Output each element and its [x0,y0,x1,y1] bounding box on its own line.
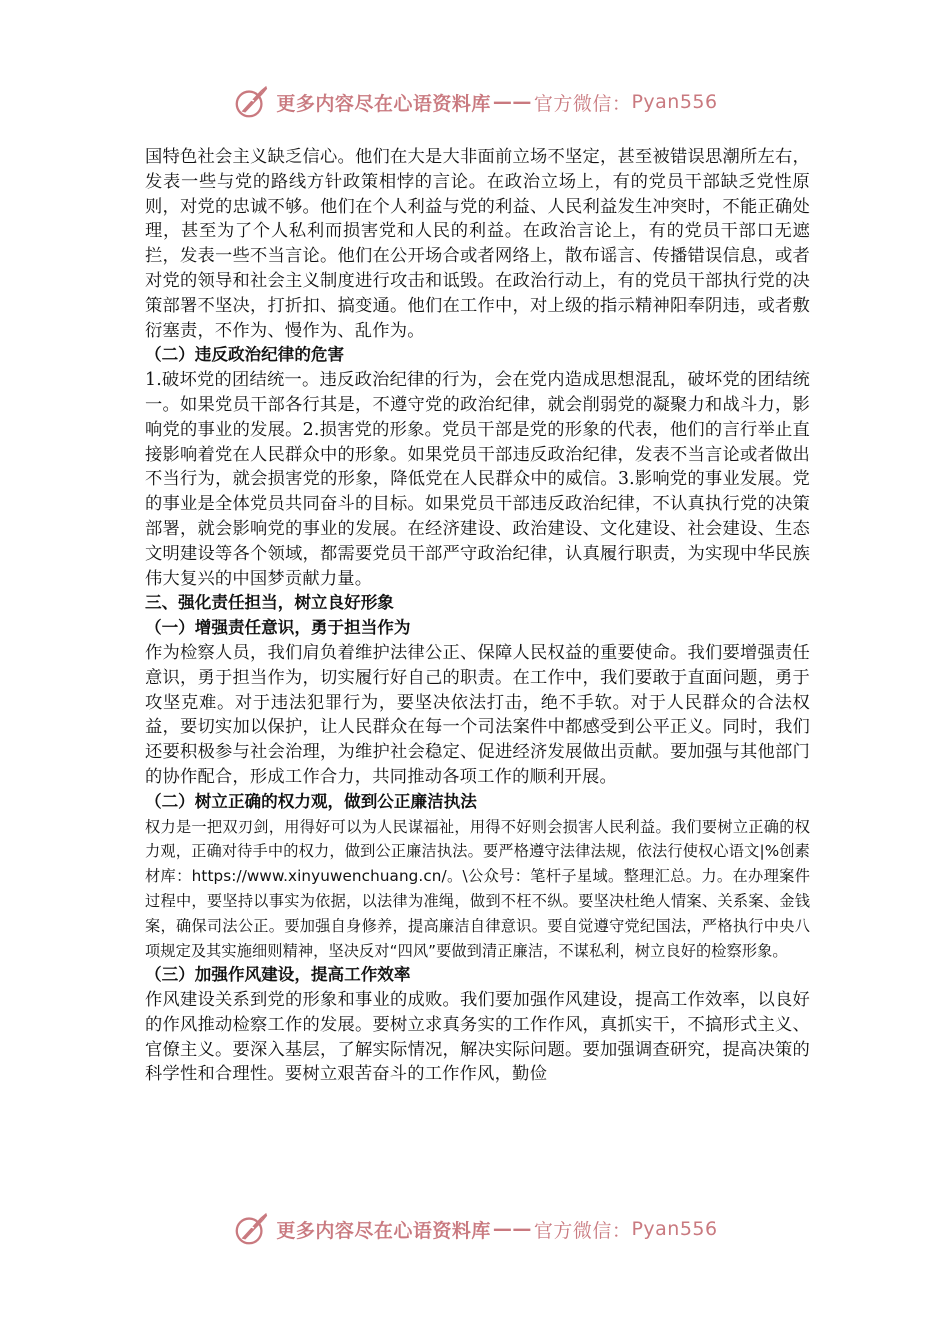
heading-style: （三）加强作风建设，提高工作效率 [145,965,411,985]
paragraph-responsibility: 作为检察人员，我们肩负着维护法律公正、保障人民权益的重要使命。我们要增强责任意识，勇于担当作为，切实履行好自己的职责。在工作中，我们要敢于直面问题，勇于攻坚克难。对于违法犯罪行为，要坚决依法打击，绝不手软。对于人民群众的合法权益，要切实加以保护，让人民群众在每一个司法案件中都感受到公平正义。同时，我们还要积极参与社会治理，为维护社会稳定、促进经济发展做出贡献。要加强与其他部门的协作配合，形成工作合力，共同推动各项工作的顺利开展。 [145,642,810,787]
heading-responsibility: （一）增强责任意识，勇于担当作为 [145,618,411,638]
banner-wechat-label: 官方微信： [533,92,632,115]
banner-title: 更多内容尽在心语资料库 [276,92,491,115]
quill-seal-logo-icon [232,83,270,121]
paragraph-power: 权力是一把双刃剑，用得好可以为人民谋福祉，用得不好则会损害人民利益。我们要树立正确的权力观，正确对待手中的权力，做到公正廉洁执法。要严格遵守法律法规，依法行使权心语文|%创素材库：https://www.xinyuwenchuang.cn/。\公众号：笔杆子星域。整理汇总。力。在办理案件过程中，要坚持以事实为依据，以法律为准绳，做到不枉不纵。要坚决杜绝人情案、关系案、金钱案，确保司法公正。要加强自身修养，提高廉洁自律意识。要自觉遵守党纪国法，严格执行中央八项规定及其实施细则精神，坚决反对“四风”要做到清正廉洁，不谋私利，树立良好的检察形象。 [145,817,810,960]
footer-watermark-banner [0,1205,950,1253]
paragraph-intro: 国特色社会主义缺乏信心。他们在大是大非面前立场不坚定，甚至被错误思潮所左右，发表一些与党的路线方针政策相悖的言论。在政治立场上，有的党员干部缺乏党性原则，对党的忠诚不够。他们在个人利益与党的利益、人民利益发生冲突时，不能正确处理，甚至为了个人私利而损害党和人民的利益。在政治言论上，有的党员干部口无遮拦，发表一些不当言论。他们在公开场合或者网络上，散布谣言、传播错误信息，或者对党的领导和社会主义制度进行攻击和诋毁。在政治行动上，有的党员干部执行党的决策部署不坚决，打折扣、搞变通。他们在工作中，对上级的指示精神阳奉阴违，或者敷衍塞责，不作为、慢作为、乱作为。 [145,147,810,341]
header-watermark-banner [0,78,950,126]
document-body [145,145,810,1087]
heading-harm: （二）违反政治纪律的危害 [145,345,345,365]
banner-title: 更多内容尽在心语资料库 [276,1219,491,1242]
banner-separator: —— [492,91,532,113]
paragraph-harm: 1.破坏党的团结统一。违反政治纪律的行为，会在党内造成思想混乱，破坏党的团结统一。如果党员干部各行其是，不遵守党的政治纪律，就会削弱党的凝聚力和战斗力，影响党的事业的发展。2.损害党的形象。党员干部是党的形象的代表，他们的言行举止直接影响着党在人民群众中的形象。如果党员干部违反政治纪律，发表不当言论或者做出不当行为，就会损害党的形象，降低党在人民群众中的威信。3.影响党的事业发展。党的事业是全体党员共同奋斗的目标。如果党员干部违反政治纪律，不认真执行党的决策部署，就会影响党的事业的发展。在经济建设、政治建设、文化建设、社会建设、生态文明建设等各个领域，都需要党员干部严守政治纪律，认真履行职责，为实现中华民族伟大复兴的中国梦贡献力量。 [145,370,810,589]
banner-separator: —— [492,1218,532,1240]
banner-wechat-id: Pyan556 [631,1218,718,1240]
banner-wechat-id: Pyan556 [631,91,718,113]
heading-section-three: 三、强化责任担当，树立良好形象 [145,593,394,613]
banner-wechat-label: 官方微信： [533,1219,632,1242]
paragraph-style: 作风建设关系到党的形象和事业的成败。我们要加强作风建设，提高工作效率，以良好的作风推动检察工作的发展。要树立求真务实的工作作风，真抓实干，不搞形式主义、官僚主义。要深入基层，了解实际情况，解决实际问题。要加强调查研究，提高决策的科学性和合理性。要树立艰苦奋斗的工作作风，勤俭 [145,990,810,1085]
quill-seal-logo-icon [232,1210,270,1248]
heading-power: （二）树立正确的权力观，做到公正廉洁执法 [145,791,477,811]
